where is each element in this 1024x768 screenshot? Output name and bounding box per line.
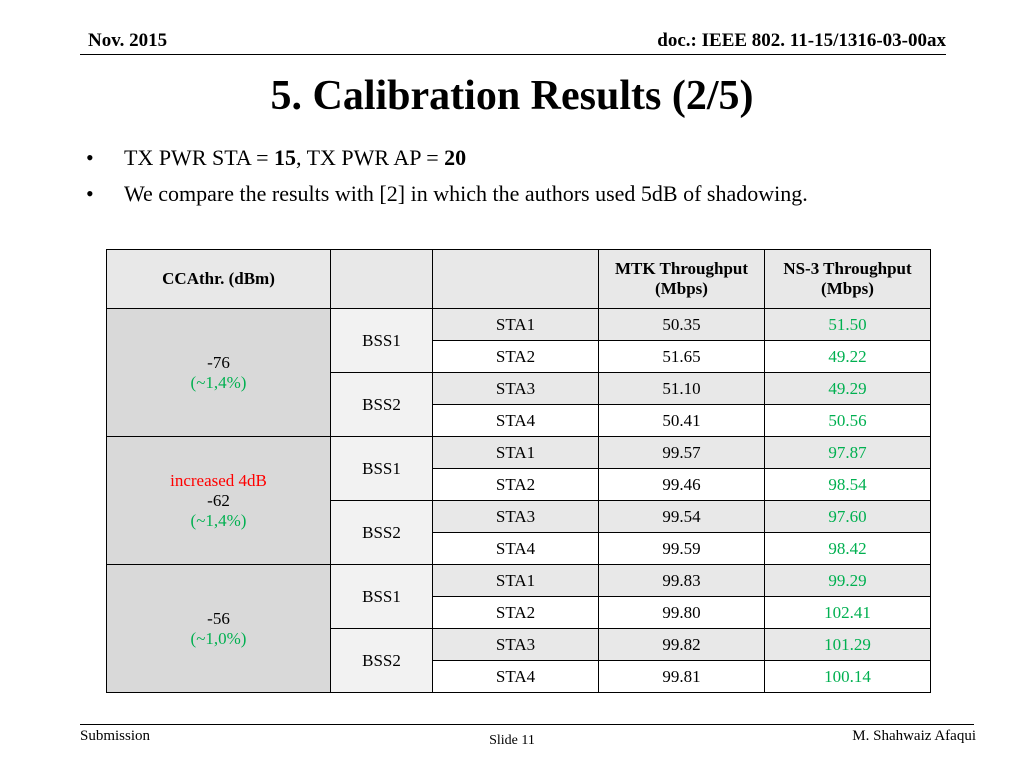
header-ns3-throughput xyxy=(765,250,931,309)
sta-cell: STA3 xyxy=(433,501,599,533)
header-mtk-line2: (Mbps) xyxy=(655,279,708,298)
mtk-throughput-cell: 99.82 xyxy=(599,629,765,661)
ccathr-cell xyxy=(107,565,331,693)
sta-cell: STA4 xyxy=(433,405,599,437)
results-table xyxy=(106,249,931,693)
mtk-throughput-cell: 99.59 xyxy=(599,533,765,565)
bullet-text: TX PWR STA = xyxy=(124,145,274,170)
ns3-throughput-cell: 101.29 xyxy=(765,629,931,661)
ns3-throughput-cell: 51.50 xyxy=(765,309,931,341)
sta-cell: STA1 xyxy=(433,565,599,597)
mtk-throughput-cell: 99.57 xyxy=(599,437,765,469)
footer-rule xyxy=(80,724,974,725)
mtk-throughput-cell: 99.46 xyxy=(599,469,765,501)
bss-cell: BSS1 xyxy=(331,437,433,501)
bss-cell: BSS2 xyxy=(331,501,433,565)
bullet-text: , TX PWR AP = xyxy=(296,145,445,170)
header-sta xyxy=(433,250,599,309)
header-doc-id: doc.: IEEE 802. 11-15/1316-03-00ax xyxy=(657,30,946,51)
ns3-throughput-cell: 102.41 xyxy=(765,597,931,629)
mtk-throughput-cell: 99.83 xyxy=(599,565,765,597)
ns3-throughput-cell: 49.22 xyxy=(765,341,931,373)
header-bss xyxy=(331,250,433,309)
footer-author: M. Shahwaiz Afaqui xyxy=(852,728,976,744)
bullet-tx-power xyxy=(86,140,808,176)
sta-cell: STA2 xyxy=(433,469,599,501)
bss-cell: BSS2 xyxy=(331,629,433,693)
ccathr-percent: (~1,0%) xyxy=(190,628,247,648)
ns3-throughput-cell: 97.87 xyxy=(765,437,931,469)
header-ccathr: CCAthr. (dBm) xyxy=(107,250,331,309)
table-row xyxy=(107,565,931,597)
footer-submission: Submission xyxy=(80,728,151,744)
mtk-throughput-cell: 99.81 xyxy=(599,661,765,693)
header-date: Nov. 2015 xyxy=(88,30,168,51)
bss-cell: BSS1 xyxy=(331,309,433,373)
mtk-throughput-cell: 50.35 xyxy=(599,309,765,341)
ccathr-value: -56 xyxy=(207,608,230,628)
sta-cell: STA2 xyxy=(433,341,599,373)
bullet-dot: • xyxy=(86,181,94,206)
ns3-throughput-cell: 100.14 xyxy=(765,661,931,693)
table-row xyxy=(107,437,931,469)
ns3-throughput-cell: 98.42 xyxy=(765,533,931,565)
ccathr-cell xyxy=(107,309,331,437)
ns3-throughput-cell: 99.29 xyxy=(765,565,931,597)
table-row xyxy=(107,309,931,341)
bss-cell: BSS2 xyxy=(331,373,433,437)
ccathr-percent: (~1,4%) xyxy=(190,372,247,392)
ccathr-note: increased 4dB xyxy=(170,470,267,490)
ns3-throughput-cell: 97.60 xyxy=(765,501,931,533)
mtk-throughput-cell: 99.54 xyxy=(599,501,765,533)
sta-cell: STA3 xyxy=(433,373,599,405)
sta-cell: STA3 xyxy=(433,629,599,661)
sta-cell: STA4 xyxy=(433,661,599,693)
ns3-throughput-cell: 98.54 xyxy=(765,469,931,501)
header-ns3-line1: NS-3 Throughput xyxy=(783,259,912,278)
mtk-throughput-cell: 51.10 xyxy=(599,373,765,405)
sta-cell: STA2 xyxy=(433,597,599,629)
ns3-throughput-cell: 50.56 xyxy=(765,405,931,437)
mtk-throughput-cell: 99.80 xyxy=(599,597,765,629)
bullet-list xyxy=(86,140,808,212)
header-mtk-line1: MTK Throughput xyxy=(614,259,749,278)
sta-cell: STA4 xyxy=(433,533,599,565)
slide-title: 5. Calibration Results (2/5) xyxy=(270,73,754,119)
sta-cell: STA1 xyxy=(433,309,599,341)
bss-cell: BSS1 xyxy=(331,565,433,629)
header-mtk-throughput xyxy=(599,250,765,309)
ap-power-value: 20 xyxy=(444,145,467,170)
ccathr-value: -76 xyxy=(207,352,230,372)
mtk-throughput-cell: 50.41 xyxy=(599,405,765,437)
header-row xyxy=(107,250,931,309)
ns3-throughput-cell: 49.29 xyxy=(765,373,931,405)
ccathr-percent: (~1,4%) xyxy=(190,510,247,530)
sta-power-value: 15 xyxy=(274,145,296,170)
results-body xyxy=(107,250,931,693)
bullet-text: We compare the results with [2] in which the authors used 5dB of shadowing. xyxy=(124,181,808,206)
sta-cell: STA1 xyxy=(433,437,599,469)
header-rule xyxy=(80,54,946,55)
header-ns3-line2: (Mbps) xyxy=(821,279,874,298)
footer-slide-number: Slide 11 xyxy=(489,733,535,748)
ccathr-cell xyxy=(107,437,331,565)
mtk-throughput-cell: 51.65 xyxy=(599,341,765,373)
bullet-dot: • xyxy=(86,145,94,170)
bullet-comparison xyxy=(86,176,808,212)
ccathr-value: -62 xyxy=(207,490,230,510)
